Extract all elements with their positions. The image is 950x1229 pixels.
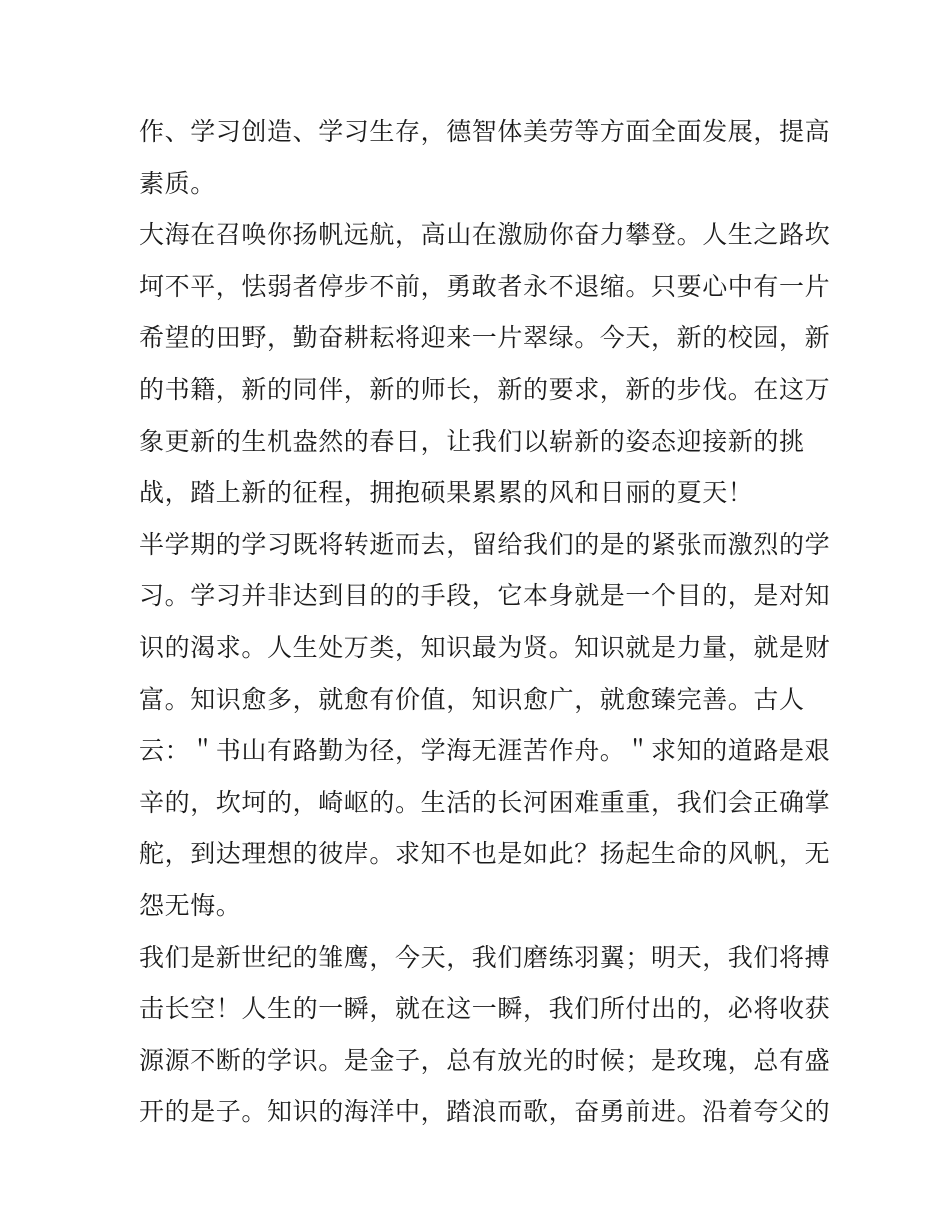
text-line: 半学期的学习既将转逝而去，留给我们的是的紧张而激烈的学 [139, 529, 831, 559]
text-line: 源源不断的学识。是金子，总有放光的时候；是玫瑰，总有盛 [139, 1045, 831, 1075]
text-line: 素质。 [139, 168, 216, 198]
text-line: 识的渴求。人生处万类，知识最为贤。知识就是力量，就是财 [139, 632, 831, 662]
text-line: 辛的，坎坷的，崎岖的。生活的长河困难重重，我们会正确掌 [139, 787, 831, 817]
text-line: 象更新的生机盎然的春日，让我们以崭新的姿态迎接新的挑 [139, 426, 805, 456]
text-line: 击长空！人生的一瞬，就在这一瞬，我们所付出的，必将收获 [139, 994, 831, 1024]
text-line: 怨无悔。 [139, 890, 242, 920]
text-line: 富。知识愈多，就愈有价值，知识愈广，就愈臻完善。古人 [139, 684, 805, 714]
text-line: 希望的田野，勤奋耕耘将迎来一片翠绿。今天，新的校园，新 [139, 323, 831, 353]
text-line: 习。学习并非达到目的的手段，它本身就是一个目的，是对知 [139, 581, 831, 611]
text-line: 舵，到达理想的彼岸。求知不也是如此？扬起生命的风帆，无 [139, 839, 831, 869]
text-line: 云：＂书山有路勤为径，学海无涯苦作舟。＂求知的道路是艰 [139, 736, 831, 766]
text-line: 大海在召唤你扬帆远航，高山在激励你奋力攀登。人生之路坎 [139, 220, 831, 250]
text-line: 作、学习创造、学习生存，德智体美劳等方面全面发展，提高 [139, 117, 831, 146]
text-line: 我们是新世纪的雏鹰，今天，我们磨练羽翼；明天，我们将搏 [139, 942, 831, 972]
text-line: 战，踏上新的征程，拥抱硕果累累的风和日丽的夏天！ [139, 478, 754, 508]
text-line: 的书籍，新的同伴，新的师长，新的要求，新的步伐。在这万 [139, 374, 831, 404]
text-line: 开的是子。知识的海洋中，踏浪而歌，奋勇前进。沿着夸父的 [139, 1097, 831, 1127]
document-body-text [139, 106, 831, 1138]
text-line: 坷不平，怯弱者停步不前，勇敢者永不退缩。只要心中有一片 [139, 271, 831, 301]
